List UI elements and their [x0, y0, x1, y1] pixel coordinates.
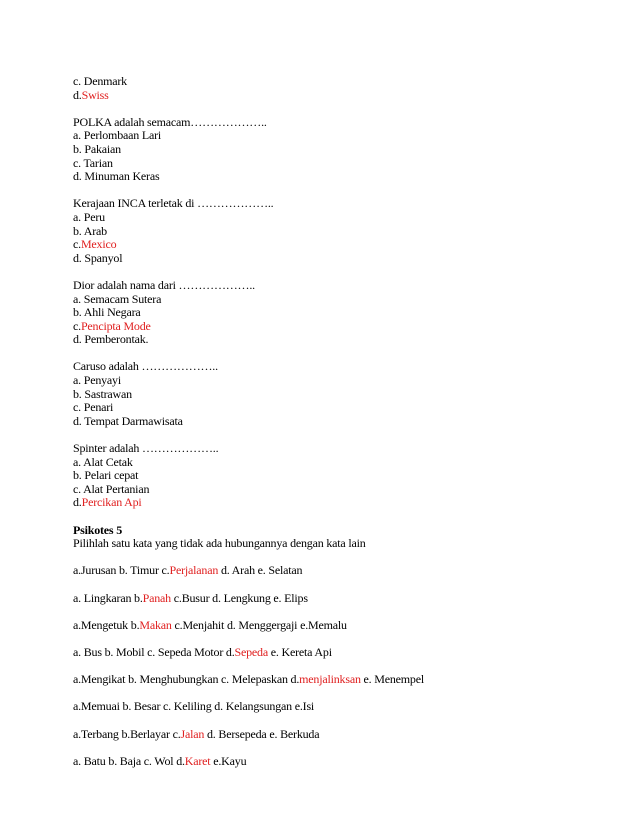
text-fragment: Kerajaan INCA terletak di ……………….. — [73, 196, 274, 211]
text-line — [73, 374, 593, 388]
text-fragment: b. Pelari cepat — [73, 468, 139, 483]
text-fragment: a.Jurusan b. Timur c. — [73, 563, 170, 578]
text-fragment: d. — [73, 495, 82, 510]
text-line — [73, 333, 593, 347]
answer-highlight: Perjalanan — [169, 563, 219, 578]
paragraph-spacer — [73, 632, 593, 646]
paragraph-spacer — [73, 714, 593, 728]
text-line — [73, 89, 593, 103]
text-line — [73, 401, 593, 415]
text-line — [73, 238, 593, 252]
text-fragment: c. — [73, 237, 81, 252]
answer-highlight: menjalinksan — [299, 672, 361, 687]
text-line — [73, 646, 593, 660]
text-fragment: b. Pakaian — [73, 141, 121, 156]
text-line — [73, 415, 593, 429]
answer-highlight: Jalan — [180, 726, 205, 741]
text-fragment: a. Alat Cetak — [73, 454, 133, 469]
text-fragment: d. Pemberontak. — [73, 332, 149, 347]
text-line — [73, 673, 593, 687]
text-fragment: a. Perlombaan Lari — [73, 128, 162, 143]
text-fragment: c. Alat Pertanian — [73, 481, 150, 496]
text-fragment: c. Denmark — [73, 74, 127, 88]
answer-highlight: Mexico — [80, 237, 117, 252]
text-line — [73, 700, 593, 714]
text-line — [73, 306, 593, 320]
text-fragment: Dior adalah nama dari ……………….. — [73, 277, 255, 292]
paragraph-spacer — [73, 347, 593, 361]
text-line — [73, 75, 593, 89]
paragraph-spacer — [73, 660, 593, 674]
text-fragment: a.Mengikat b. Menghubungkan c. Melepaskan d. — [73, 672, 300, 687]
text-line — [73, 728, 593, 742]
text-fragment: d. Minuman Keras — [73, 169, 160, 184]
answer-highlight: Percikan Api — [81, 495, 142, 510]
text-fragment: b. Sastrawan — [73, 386, 132, 401]
text-line — [73, 225, 593, 239]
text-fragment: POLKA adalah semacam……………….. — [73, 114, 267, 129]
text-fragment: Pilihlah satu kata yang tidak ada hubungannya dengan kata lain — [73, 536, 366, 551]
text-line — [73, 619, 593, 633]
text-fragment: d. Arah e. Selatan — [218, 563, 303, 578]
text-line — [73, 442, 593, 456]
text-line — [73, 755, 593, 769]
paragraph-spacer — [73, 102, 593, 116]
answer-highlight: Karet — [184, 753, 211, 768]
text-line — [73, 360, 593, 374]
text-line — [73, 320, 593, 334]
text-line — [73, 197, 593, 211]
text-line — [73, 170, 593, 184]
text-fragment: a.Terbang b.Berlayar c. — [73, 726, 181, 741]
paragraph-spacer — [73, 265, 593, 279]
text-line — [73, 252, 593, 266]
text-fragment: a. Semacam Sutera — [73, 291, 162, 306]
text-line — [73, 524, 593, 538]
text-fragment: d. Bersepeda e. Berkuda — [204, 726, 320, 741]
text-line — [73, 279, 593, 293]
text-line — [73, 211, 593, 225]
text-line — [73, 592, 593, 606]
text-fragment: c. — [73, 318, 81, 333]
text-fragment: d. — [73, 87, 82, 102]
answer-highlight: Swiss — [81, 87, 109, 102]
text-fragment: e.Kayu — [210, 753, 247, 768]
text-fragment: b. Ahli Negara — [73, 305, 141, 320]
section-heading: Psikotes 5 — [73, 522, 123, 537]
text-fragment: Caruso adalah ……………….. — [73, 359, 218, 374]
text-line — [73, 116, 593, 130]
text-fragment: c. Penari — [73, 400, 114, 415]
answer-highlight: Makan — [139, 617, 172, 632]
text-line — [73, 483, 593, 497]
text-fragment: b. Arab — [73, 223, 107, 238]
text-fragment: a. Batu b. Baja c. Wol d. — [73, 753, 185, 768]
text-fragment: d. Tempat Darmawisata — [73, 413, 183, 428]
paragraph-spacer — [73, 687, 593, 701]
text-line — [73, 129, 593, 143]
text-fragment: d. Spanyol — [73, 250, 123, 265]
text-line — [73, 469, 593, 483]
paragraph-spacer — [73, 741, 593, 755]
text-line — [73, 537, 593, 551]
text-fragment: c.Busur d. Lengkung e. Elips — [170, 590, 308, 605]
answer-highlight: Pencipta Mode — [80, 318, 151, 333]
text-line — [73, 293, 593, 307]
text-fragment: a. Lingkaran b. — [73, 590, 143, 605]
text-fragment: a. Bus b. Mobil c. Sepeda Motor d. — [73, 644, 235, 659]
paragraph-spacer — [73, 605, 593, 619]
paragraph-spacer — [73, 184, 593, 198]
text-fragment: e. Menempel — [360, 672, 424, 687]
text-fragment: a.Memuai b. Besar c. Keliling d. Kelangsungan e.Isi — [73, 699, 315, 714]
answer-highlight: Panah — [142, 590, 171, 605]
answer-highlight: Sepeda — [234, 644, 268, 659]
paragraph-spacer — [73, 510, 593, 524]
text-fragment: c. Tarian — [73, 155, 113, 170]
document-page — [73, 75, 593, 768]
text-fragment: a. Peru — [73, 209, 105, 224]
text-line — [73, 496, 593, 510]
paragraph-spacer — [73, 551, 593, 565]
text-fragment: e. Kereta Api — [267, 644, 332, 659]
text-fragment: a.Mengetuk b. — [73, 617, 140, 632]
paragraph-spacer — [73, 428, 593, 442]
text-line — [73, 157, 593, 171]
text-fragment: c.Menjahit d. Menggergaji e.Memalu — [171, 617, 347, 632]
text-fragment: a. Penyayi — [73, 373, 121, 388]
text-line — [73, 564, 593, 578]
text-line — [73, 388, 593, 402]
paragraph-spacer — [73, 578, 593, 592]
text-line — [73, 143, 593, 157]
text-line — [73, 456, 593, 470]
text-fragment: Spinter adalah ……………….. — [73, 441, 219, 456]
